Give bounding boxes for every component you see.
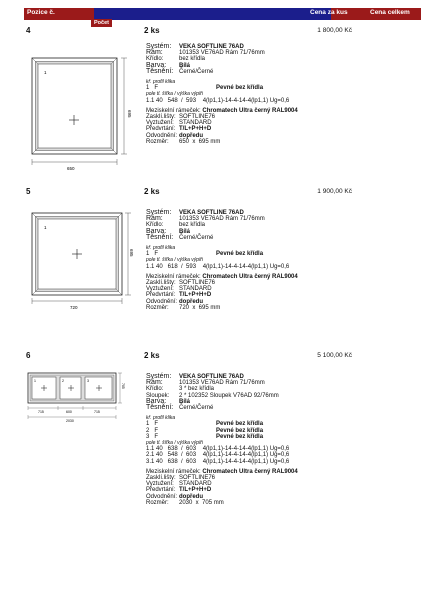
spec-text: Systém: (146, 209, 172, 216)
spec-text: bez křídla (179, 222, 206, 229)
width-label: 2030 (66, 419, 74, 423)
spec-text: pole tl. šířka / výška výplň (146, 91, 203, 98)
segment-label: 715 (38, 410, 44, 414)
spec-text: SOFTLINE76 (179, 280, 216, 287)
window-drawing (24, 371, 134, 429)
spec-text: Chromatech Ultra černý RAL9004 (202, 468, 298, 475)
spec-text: dopředu (179, 493, 203, 500)
spec-text: dopředu (179, 298, 203, 305)
spec-text: 720 x 695 mm (179, 304, 221, 311)
spec-text: Černé/Černé (179, 234, 214, 241)
spec-text: 1.1 40 548 / 593 4(lp1,1)-14-4-14-4(lp1,1) Ug=0,6 (146, 97, 290, 104)
spec-text: Meziskelní rámeček: (146, 107, 201, 114)
spec-text: Odvodnění: (146, 493, 178, 500)
spec-row (146, 139, 298, 145)
spec-text: Barva: (146, 227, 167, 235)
spec-row (146, 305, 298, 311)
spec-text: Vyztužení: (146, 120, 174, 127)
spec-text: Chromatech Ultra černý RAL9004 (202, 273, 298, 280)
position-price: 5 100,00 Kč (317, 352, 352, 359)
spec-text: VEKA SOFTLINE 76AD (179, 210, 244, 216)
spec-text: 1 (146, 421, 150, 428)
position-number: 4 (26, 26, 31, 35)
position-number: 5 (26, 187, 31, 196)
position-qty: 2 ks (144, 351, 160, 360)
table-header (24, 8, 421, 20)
spec-text: STANDARD (179, 286, 212, 293)
spec-text: Pevné bez křídla (216, 427, 264, 434)
spec-text: Předvrtání: (146, 126, 176, 133)
header-unit-price: Cena za kus (310, 9, 348, 16)
spec-text: Zasklí.lišty: (146, 114, 176, 121)
spec-text: 1.1 40 638 / 603 4(lp1,1)-14-4-14-4(lp1,1) Ug=0,6 (146, 446, 290, 453)
sash-label: 1 (44, 70, 47, 75)
spec-text: Vyztužení: (146, 481, 174, 488)
spec-text: Rám: (146, 49, 163, 57)
spec-block (146, 210, 298, 311)
spec-block (146, 44, 298, 145)
spec-text: 650 x 695 mm (179, 138, 221, 145)
spec-text: Zasklí.lišty: (146, 280, 176, 287)
spec-text: STANDARD (179, 481, 212, 488)
height-label: 705 (121, 383, 125, 389)
spec-text: 101353 VE76AD Rám 71/76mm (179, 50, 265, 57)
width-label: 650 (67, 166, 75, 171)
spec-text: 2 * 102352 Sloupek V76AD 92/76mm (179, 392, 279, 399)
spec-text: 101353 VE76AD Rám 71/76mm (179, 380, 265, 387)
width-label: 720 (70, 305, 78, 310)
spec-text: F (154, 433, 159, 440)
position-price: 1 800,00 Kč (317, 27, 352, 34)
spec-text: kř. profil klika (146, 245, 176, 252)
spec-text: Bílá (179, 62, 191, 69)
spec-text: Rozměr: (146, 138, 169, 145)
spec-text: Černé/Černé (179, 68, 214, 75)
spec-text: 2 (146, 427, 150, 434)
spec-text: Křídlo: (146, 222, 164, 229)
spec-text: F (154, 421, 159, 428)
spec-text: 1.1 40 618 / 593 4(lp1,1)-14-4-14-4(lp1,1) Ug=0,6 (146, 263, 290, 270)
spec-text: Bílá (179, 228, 191, 235)
spec-text: bez křídla (179, 56, 206, 63)
spec-text: Těsnění: (146, 67, 174, 75)
spec-text: SOFTLINE76 (179, 114, 216, 121)
height-label: 695 (129, 249, 134, 257)
spec-text: Chromatech Ultra černý RAL9004 (202, 107, 298, 114)
spec-text: Systém: (146, 373, 172, 380)
spec-text: Pevné bez křídla (216, 85, 264, 92)
spec-text: Křídlo: (146, 386, 164, 393)
spec-text: Pevné bez křídla (216, 433, 264, 440)
spec-text: pole tl. šířka / výška výplň (146, 440, 203, 447)
spec-text: Vyztužení: (146, 286, 174, 293)
spec-text: VEKA SOFTLINE 76AD (179, 44, 244, 50)
position-price: 1 900,00 Kč (317, 188, 352, 195)
spec-text: SOFTLINE76 (179, 475, 216, 482)
window-drawing (24, 209, 134, 327)
spec-text: 2030 x 705 mm (179, 499, 224, 506)
header-total-price: Cena celkem (370, 9, 410, 16)
spec-text: 3 (146, 433, 150, 440)
spec-text: Barva: (146, 61, 167, 69)
spec-text: pole tl. šířka / výška výplň (146, 257, 203, 264)
spec-text: Systém: (146, 43, 172, 50)
spec-text: Rozměr: (146, 499, 169, 506)
spec-text: Rám: (146, 379, 163, 387)
spec-text: 101353 VE76AD Rám 71/76mm (179, 216, 265, 223)
sash-label: 1 (44, 225, 47, 230)
spec-text: Meziskelní rámeček: (146, 468, 201, 475)
position-number: 6 (26, 351, 31, 360)
height-label: 695 (127, 110, 132, 118)
spec-text: F (154, 251, 159, 258)
spec-text: T/L+P+H+D (179, 292, 212, 299)
spec-text: kř. profil klika (146, 415, 176, 422)
spec-text: 2.1 40 548 / 603 4(lp1,1)-14-4-14-4(lp1,1) Ug=0,6 (146, 452, 290, 459)
spec-text: Odvodnění: (146, 132, 178, 139)
spec-text: F (154, 427, 159, 434)
spec-text: Černé/Černé (179, 405, 214, 412)
spec-text: Těsnění: (146, 404, 174, 412)
spec-text: Rozměr: (146, 304, 169, 311)
sash-label: 1 (34, 379, 36, 383)
position-qty: 2 ks (144, 26, 160, 35)
spec-text: T/L+P+H+D (179, 487, 212, 494)
spec-text: Rám: (146, 215, 163, 223)
spec-text: kř. profil klika (146, 79, 176, 86)
spec-text: STANDARD (179, 120, 212, 127)
spec-row (146, 500, 298, 506)
spec-text: VEKA SOFTLINE 76AD (179, 374, 244, 380)
spec-text: Odvodnění: (146, 298, 178, 305)
spec-text: Těsnění: (146, 233, 174, 241)
spec-text: 1 (146, 251, 150, 258)
spec-text: Křídlo: (146, 56, 164, 63)
position-qty: 2 ks (144, 187, 160, 196)
spec-text: T/L+P+H+D (179, 126, 212, 133)
spec-text: dopředu (179, 132, 203, 139)
spec-text: Sloupek: (146, 392, 170, 399)
spec-block (146, 374, 298, 506)
spec-text: Pevné bez křídla (216, 421, 264, 428)
header-count: Počet (91, 19, 112, 27)
segment-label: 600 (66, 410, 72, 414)
spec-text: Bílá (179, 398, 191, 405)
spec-text: Barva: (146, 397, 167, 405)
header-position: Pozice č. (27, 9, 55, 16)
spec-text: 3 * bez křídla (179, 386, 215, 393)
spec-text: Předvrtání: (146, 292, 176, 299)
spec-text: Meziskelní rámeček: (146, 273, 201, 280)
window-drawing (24, 54, 134, 174)
spec-text: F (154, 85, 159, 92)
spec-text: Předvrtání: (146, 487, 176, 494)
spec-text: Zasklí.lišty: (146, 475, 176, 482)
segment-label: 715 (94, 410, 100, 414)
sash-label: 2 (62, 379, 64, 383)
spec-text: Pevné bez křídla (216, 251, 264, 258)
spec-text: 1 (146, 85, 150, 92)
sash-label: 3 (87, 379, 89, 383)
spec-text: 3.1 40 638 / 603 4(lp1,1)-14-4-14-4(lp1,1) Ug=0,6 (146, 458, 290, 465)
